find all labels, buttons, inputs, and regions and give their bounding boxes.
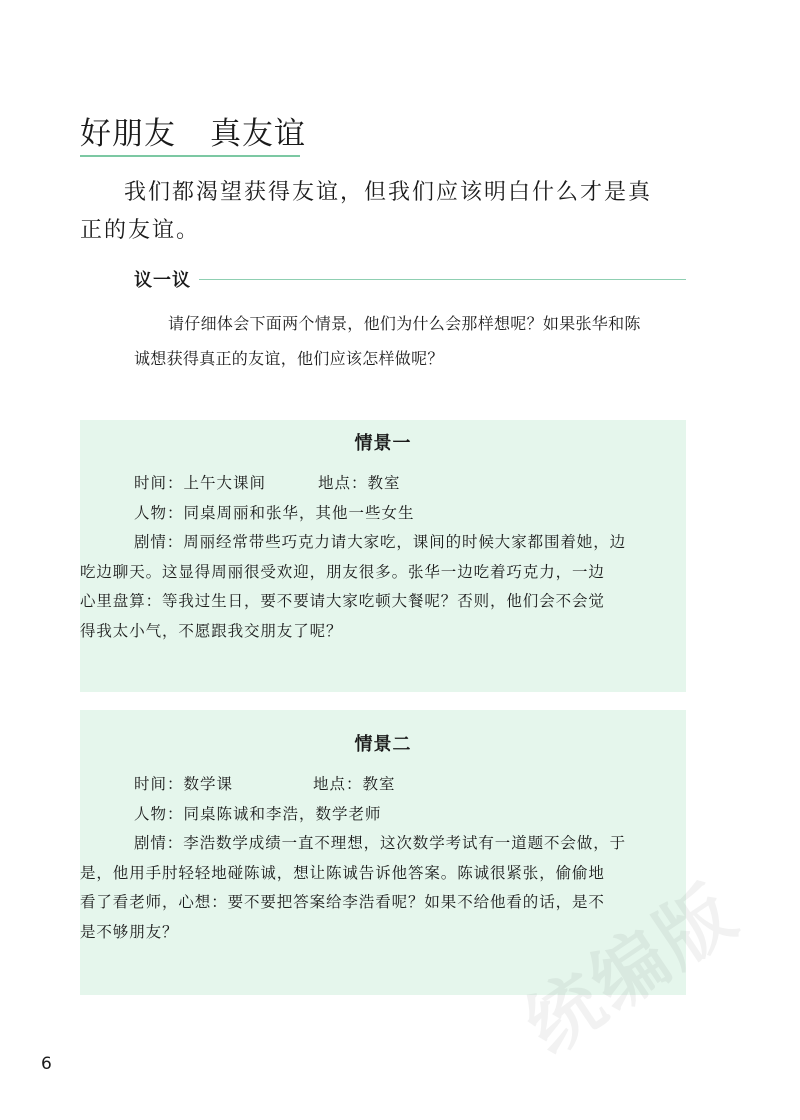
scene-place: 地点：教室 [313, 775, 396, 793]
discuss-label: 议一议 [134, 270, 191, 291]
discuss-line: 请仔细体会下面两个情景，他们为什么会那样想呢？如果张华和陈 [168, 314, 641, 333]
story-line: 是不够朋友？ [80, 922, 179, 941]
scene-time-place [134, 770, 664, 800]
page-number: 6 [41, 1054, 52, 1074]
discuss-line: 诚想获得真正的友谊，他们应该怎样做呢？ [134, 349, 444, 368]
section-title [80, 110, 308, 158]
intro-paragraph [80, 174, 692, 250]
scene-time-place [134, 469, 664, 499]
title-underline [80, 155, 300, 157]
scene-heading: 情景一 [354, 433, 412, 454]
story-line: 剧情：周丽经常带些巧克力请大家吃，课间的时候大家都围着她，边 [134, 533, 627, 551]
story-line: 得我太小气，不愿跟我交朋友了呢？ [80, 621, 343, 640]
scene-place: 地点：教室 [318, 474, 401, 492]
section-title-part2: 真友谊 [210, 116, 306, 152]
discuss-paragraph [134, 306, 686, 376]
story-line: 看了看老师，心想：要不要把答案给李浩看呢？如果不给他看的话，是不 [80, 893, 605, 911]
scene-story [80, 528, 664, 646]
story-line: 是，他用手肘轻轻地碰陈诚，想让陈诚告诉他答案。陈诚很紧张，偷偷地 [80, 863, 605, 882]
intro-line: 正的友谊。 [80, 218, 201, 243]
scene-story [80, 829, 664, 947]
scene-box-2 [80, 710, 686, 995]
scene-heading: 情景二 [354, 734, 412, 755]
intro-line: 我们都渴望获得友谊，但我们应该明白什么才是真 [124, 180, 653, 205]
scene-time: 时间：数学课 [134, 775, 234, 793]
scene-people: 人物：同桌周丽和张华，其他一些女生 [134, 503, 415, 522]
scene-people: 人物：同桌陈诚和李浩，数学老师 [134, 804, 382, 823]
story-line: 心里盘算：等我过生日，要不要请大家吃顿大餐呢？否则，他们会不会觉 [80, 592, 605, 610]
scene-box-1 [80, 420, 686, 692]
discuss-heading [134, 265, 686, 293]
scene-time: 时间：上午大课间 [134, 474, 267, 492]
discuss-divider [199, 279, 686, 280]
story-line: 吃边聊天。这显得周丽很受欢迎，朋友很多。张华一边吃着巧克力，一边 [80, 562, 605, 581]
section-title-part1: 好朋友 [80, 116, 176, 152]
story-line: 剧情：李浩数学成绩一直不理想，这次数学考试有一道题不会做，于 [134, 834, 627, 852]
